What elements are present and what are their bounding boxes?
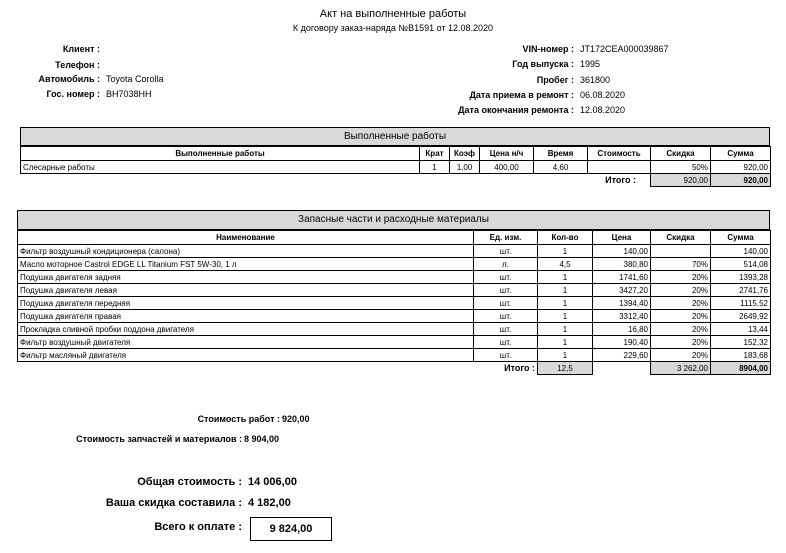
part-unit: шт. [474, 310, 538, 323]
part-price: 1741,60 [593, 271, 651, 284]
table-row [18, 323, 771, 336]
works-total-label: Итого : [605, 175, 636, 186]
part-discount: 20% [651, 323, 711, 336]
table-row [18, 245, 771, 258]
parts-total-discount: 3 262,00 [651, 362, 711, 375]
discount-total-label: Ваша скидка составила : [105, 497, 242, 509]
part-sum: 514,08 [711, 258, 771, 271]
document-title: Акт на выполненные работы [319, 8, 467, 20]
table-row [18, 284, 771, 297]
part-name: Масло моторное Castrol EDGE LL Titanium FST 5W-30, 1 л [18, 258, 474, 271]
part-sum: 183,68 [711, 349, 771, 362]
part-discount: 20% [651, 349, 711, 362]
parts-total-qty: 12,5 [538, 362, 593, 375]
works-col-price: Цена н/ч [480, 147, 534, 161]
works-col-cost: Стоимость [588, 147, 651, 161]
table-row [18, 297, 771, 310]
part-unit: шт. [474, 245, 538, 258]
finish-date-value: 12.08.2020 [580, 105, 626, 115]
part-price: 380,80 [593, 258, 651, 271]
part-sum: 2741,76 [711, 284, 771, 297]
part-discount: 20% [651, 297, 711, 310]
work-discount: 50% [651, 161, 711, 174]
part-discount: 20% [651, 310, 711, 323]
document-subtitle: К договору заказ-наряда №В1591 от 12.08.2020 [292, 23, 494, 33]
part-qty: 1 [538, 271, 593, 284]
table-row [18, 258, 771, 271]
part-qty: 1 [538, 349, 593, 362]
part-qty: 4,5 [538, 258, 593, 271]
works-header-row [21, 147, 771, 161]
part-name: Фильтр воздушный кондиционера (салона) [18, 245, 474, 258]
part-unit: шт. [474, 297, 538, 310]
year-value: 1995 [580, 59, 601, 69]
part-price: 3312,40 [593, 310, 651, 323]
works-total-discount: 920,00 [651, 174, 711, 187]
mileage-value: 361800 [580, 75, 611, 85]
part-unit: шт. [474, 284, 538, 297]
works-cost-value: 920,00 [282, 414, 310, 424]
parts-total-label: Итого : [504, 363, 535, 374]
year-label: Год выпуска : [512, 59, 574, 69]
part-unit: шт. [474, 349, 538, 362]
part-qty: 1 [538, 297, 593, 310]
part-unit: шт. [474, 336, 538, 349]
part-unit: шт. [474, 271, 538, 284]
parts-col-unit: Ед. изм. [474, 231, 538, 245]
parts-cost-label: Стоимость запчастей и материалов : [76, 434, 242, 444]
phone-label: Телефон : [55, 60, 100, 70]
parts-header-row [18, 231, 771, 245]
part-discount [651, 245, 711, 258]
parts-col-price: Цена [593, 231, 651, 245]
parts-total-sum: 8904,00 [711, 362, 771, 375]
works-col-name: Выполненные работы [21, 147, 420, 161]
works-col-krat: Крат [420, 147, 450, 161]
part-price: 16,80 [593, 323, 651, 336]
part-sum: 2649,92 [711, 310, 771, 323]
vin-label: VIN-номер : [522, 44, 574, 54]
vin-value: JT172CEA000039867 [580, 44, 669, 54]
parts-col-qty: Кол-во [538, 231, 593, 245]
part-discount: 70% [651, 258, 711, 271]
part-sum: 140,00 [711, 245, 771, 258]
part-qty: 1 [538, 336, 593, 349]
work-sum: 920,00 [711, 161, 771, 174]
parts-total-empty [593, 362, 651, 375]
part-qty: 1 [538, 323, 593, 336]
works-total-sum: 920,00 [711, 174, 771, 187]
part-sum: 1393,28 [711, 271, 771, 284]
parts-col-sum: Сумма [711, 231, 771, 245]
client-label: Клиент : [62, 44, 100, 54]
part-name: Подушка двигателя передняя [18, 297, 474, 310]
work-time: 4,60 [534, 161, 588, 174]
part-price: 140,00 [593, 245, 651, 258]
works-table [20, 146, 771, 187]
part-price: 190,40 [593, 336, 651, 349]
pay-total-value: 9 824,00 [250, 517, 332, 541]
parts-section-title: Запасные части и расходные материалы [17, 210, 770, 230]
part-sum: 13,44 [711, 323, 771, 336]
parts-cost-value: 8 904,00 [244, 434, 280, 444]
pay-total-label: Всего к оплате : [154, 521, 242, 533]
part-name: Фильтр масляный двигателя [18, 349, 474, 362]
part-name: Подушка двигателя правая [18, 310, 474, 323]
part-price: 229,60 [593, 349, 651, 362]
works-col-discount: Скидка [651, 147, 711, 161]
parts-total-row [18, 362, 771, 375]
part-unit: л. [474, 258, 538, 271]
works-section-title: Выполненные работы [20, 127, 770, 146]
part-qty: 1 [538, 284, 593, 297]
part-sum: 1115,52 [711, 297, 771, 310]
table-row [18, 349, 771, 362]
part-unit: шт. [474, 323, 538, 336]
total-cost-label: Общая стоимость : [137, 476, 242, 488]
plate-value: ВН7038НН [106, 89, 152, 99]
work-name: Слесарные работы [21, 161, 420, 174]
car-label: Автомобиль : [38, 74, 100, 84]
part-name: Подушка двигателя левая [18, 284, 474, 297]
works-col-sum: Сумма [711, 147, 771, 161]
table-row [18, 271, 771, 284]
discount-total-value: 4 182,00 [248, 497, 291, 509]
work-koef: 1,00 [450, 161, 480, 174]
part-sum: 152,32 [711, 336, 771, 349]
table-row [18, 336, 771, 349]
table-row [18, 310, 771, 323]
part-name: Фильтр воздушный двигателя [18, 336, 474, 349]
total-cost-value: 14 006,00 [248, 476, 297, 488]
plate-label: Гос. номер : [46, 89, 100, 99]
works-cost-label: Стоимость работ : [197, 414, 280, 424]
part-qty: 1 [538, 310, 593, 323]
work-krat: 1 [420, 161, 450, 174]
table-row [21, 161, 771, 174]
parts-col-discount: Скидка [651, 231, 711, 245]
parts-table [17, 230, 771, 375]
accept-date-label: Дата приема в ремонт : [469, 90, 574, 100]
mileage-label: Пробег : [536, 75, 574, 85]
part-name: Подушка двигателя задняя [18, 271, 474, 284]
part-discount: 20% [651, 271, 711, 284]
parts-col-name: Наименование [18, 231, 474, 245]
works-total-row [21, 174, 771, 187]
car-value: Toyota Corolla [106, 74, 164, 84]
finish-date-label: Дата окончания ремонта : [458, 105, 574, 115]
works-col-time: Время [534, 147, 588, 161]
part-price: 3427,20 [593, 284, 651, 297]
part-discount: 20% [651, 284, 711, 297]
accept-date-value: 06.08.2020 [580, 90, 626, 100]
part-price: 1394,40 [593, 297, 651, 310]
works-col-koef: Коэф [450, 147, 480, 161]
work-cost [588, 161, 651, 174]
part-qty: 1 [538, 245, 593, 258]
part-discount: 20% [651, 336, 711, 349]
part-name: Прокладка сливной пробки поддона двигателя [18, 323, 474, 336]
work-price: 400,00 [480, 161, 534, 174]
